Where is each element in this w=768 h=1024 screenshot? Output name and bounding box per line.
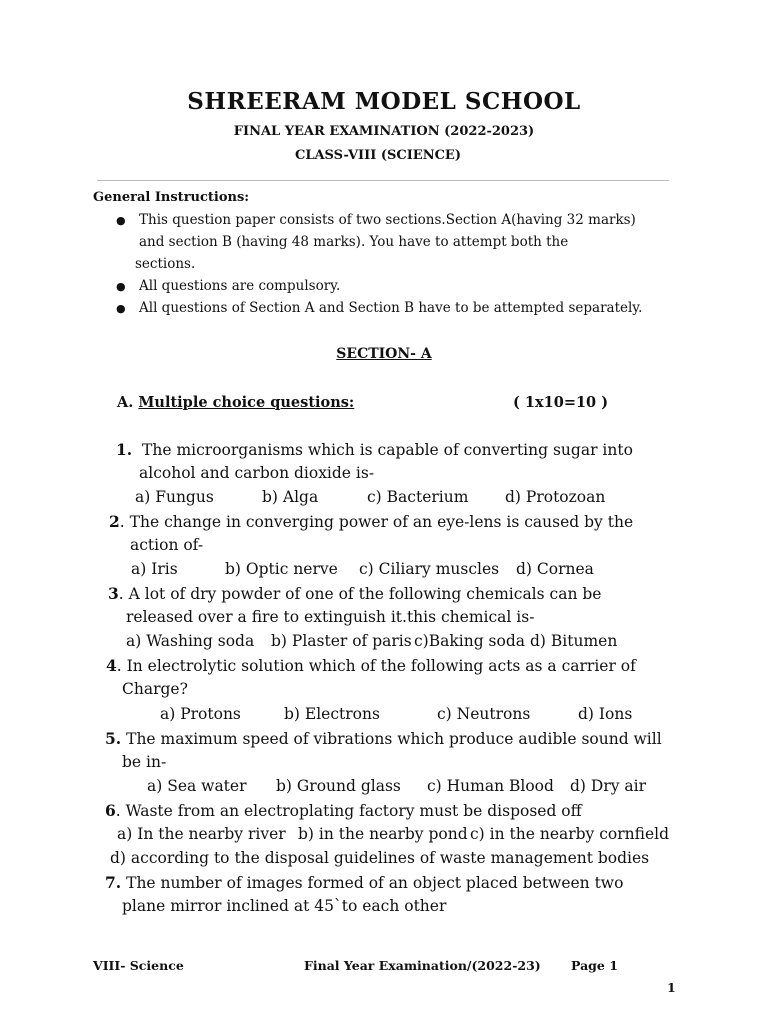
footer-page: Page 1 [571, 958, 618, 973]
question-text: action of- [130, 536, 204, 554]
question-2 [109, 512, 633, 531]
instruction-line: This question paper consists of two sections.Section A(having 32 marks) [139, 212, 636, 228]
option: d) Dry air [570, 777, 647, 795]
mcq-heading [117, 394, 354, 411]
option: a) Washing soda [126, 632, 255, 650]
instruction-line: All questions are compulsory. [139, 278, 341, 294]
instruction-line: All questions of Section A and Section B have to be attempted separately. [139, 300, 643, 316]
question-3 [108, 584, 601, 603]
question-6 [105, 801, 582, 820]
question-5 [105, 729, 662, 748]
question-text: released over a fire to extinguish it.this chemical is- [126, 608, 535, 626]
option: d) Ions [578, 705, 633, 723]
school-name: SHREERAM MODEL SCHOOL [187, 88, 581, 115]
option: b) Plaster of paris [271, 632, 412, 650]
class-title: CLASS-VIII (SCIENCE) [294, 148, 461, 163]
option: c) Neutrons [437, 705, 531, 723]
question-number: 2 [109, 512, 120, 531]
option: a) Iris [131, 560, 178, 578]
question-number: 3 [108, 584, 119, 603]
option: b) Alga [262, 488, 319, 506]
question-text: . In electrolytic solution which of the following acts as a carrier of [116, 657, 636, 675]
option: b) Electrons [284, 705, 380, 723]
mcq-marks: ( 1x10=10 ) [513, 394, 609, 411]
question-text: Charge? [122, 680, 188, 698]
question-text: plane mirror inclined at 45`to each other [122, 897, 447, 915]
bullet-icon: ● [116, 280, 126, 293]
option: c) in the nearby cornfield [470, 825, 670, 843]
question-number: 1. [116, 440, 133, 459]
option: a) Fungus [135, 488, 214, 506]
option: a) In the nearby river [117, 825, 286, 843]
option: c) Bacterium [367, 488, 469, 506]
question-text: . A lot of dry powder of one of the following chemicals can be [118, 585, 602, 603]
exam-title: FINAL YEAR EXAMINATION (2022-2023) [233, 124, 535, 139]
option: d) Protozoan [505, 488, 606, 506]
footer-exam: Final Year Examination/(2022-23) [304, 958, 541, 973]
question-text: The microorganisms which is capable of converting sugar into [142, 441, 633, 459]
footer-subject: VIII- Science [93, 958, 184, 973]
section-title: SECTION- A [336, 346, 432, 362]
mcq-label: A. [117, 394, 134, 411]
question-7 [105, 873, 623, 892]
option: a) Sea water [147, 777, 247, 795]
option: a) Protons [160, 705, 241, 723]
question-text: be in- [122, 753, 167, 771]
option: d) Bitumen [530, 632, 618, 650]
option: d) Cornea [516, 560, 594, 578]
option: d) according to the disposal guidelines of waste management bodies [110, 849, 650, 867]
question-number: 5. [105, 729, 122, 748]
question-text: The number of images formed of an object placed between two [121, 874, 624, 892]
question-text: . Waste from an electroplating factory must be disposed off [115, 802, 582, 820]
question-number: 7. [105, 873, 122, 892]
mcq-title: Multiple choice questions: [138, 394, 355, 411]
option: c)Baking soda [414, 632, 525, 650]
question-1 [116, 440, 633, 459]
instruction-line: sections. [135, 256, 196, 272]
option: b) in the nearby pond [298, 825, 468, 843]
question-text: The maximum speed of vibrations which produce audible sound will [121, 730, 662, 748]
question-text: . The change in converging power of an eye-lens is caused by the [119, 513, 634, 531]
bullet-icon: ● [116, 302, 126, 315]
page-number: 1 [667, 980, 676, 995]
instruction-line: and section B (having 48 marks). You have to attempt both the [139, 234, 569, 250]
question-number: 6 [105, 801, 116, 820]
question-text: alcohol and carbon dioxide is- [139, 464, 375, 482]
bullet-icon: ● [116, 214, 126, 227]
option: b) Optic nerve [225, 560, 338, 578]
question-number: 4 [106, 656, 117, 675]
question-4 [106, 656, 636, 675]
option: b) Ground glass [276, 777, 401, 795]
header-divider [97, 180, 669, 181]
option: c) Human Blood [427, 777, 554, 795]
option: c) Ciliary muscles [359, 560, 500, 578]
instructions-title: General Instructions: [93, 190, 250, 205]
